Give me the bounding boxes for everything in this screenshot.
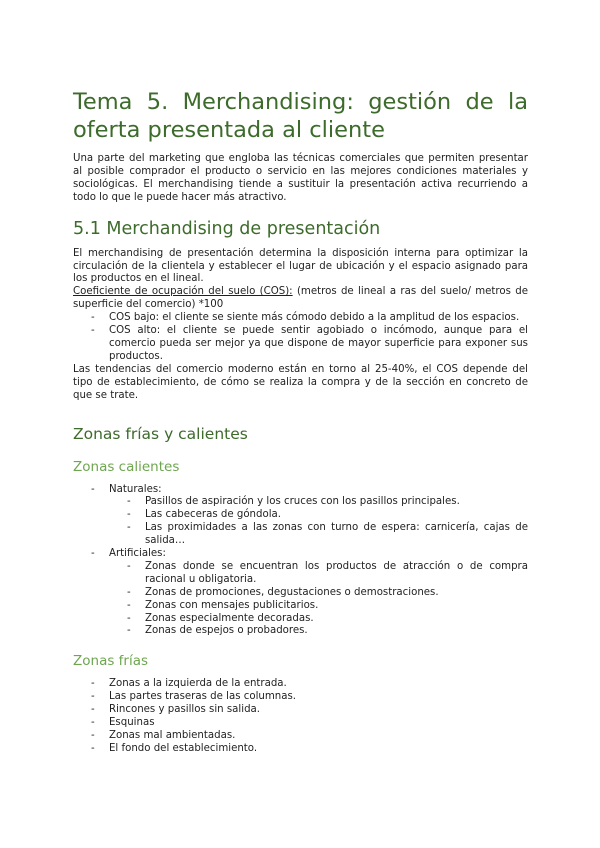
list-item-artificial: [109, 548, 528, 638]
cold-zones-list: [73, 678, 528, 755]
list-item: - Las partes traseras de las columnas.: [109, 691, 528, 704]
list-item: - Las cabeceras de góndola.: [145, 509, 528, 522]
list-item: - Zonas de promociones, degustaciones o demostraciones.: [145, 587, 528, 600]
group-label: Artificiales:: [109, 548, 166, 560]
subheading-cold-zones: Zonas frías: [73, 653, 149, 670]
list-item: - Zonas especialmente decoradas.: [145, 613, 528, 626]
natural-zones-list: [109, 496, 528, 548]
group-label: Naturales:: [109, 483, 162, 495]
cos-list: [73, 312, 528, 364]
list-item: - Esquinas: [109, 717, 528, 730]
cos-formula: (metros de lineal a ras del suelo/ metros de superficie del comercio) *100: [73, 286, 528, 311]
document-page: [73, 88, 528, 756]
list-item-natural: [109, 484, 528, 549]
page-title: Tema 5. Merchandising: gestión de la oferta presentada al cliente: [73, 89, 528, 143]
list-item: - Pasillos de aspiración y los cruces con los pasillos principales.: [145, 496, 528, 509]
list-item: - El fondo del establecimiento.: [109, 743, 528, 756]
section-heading-presentation: 5.1 Merchandising de presentación: [73, 218, 381, 239]
trends-paragraph: Las tendencias del comercio moderno están en torno al 25-40%, el COS depende del tipo de establecimiento, de cómo se realiza la compra y de la sección en concreto de que se trate.: [73, 363, 528, 401]
list-item: - Rincones y pasillos sin salida.: [109, 704, 528, 717]
list-item: - Las proximidades a las zonas con turno de espera: carnicería, cajas de salida…: [145, 522, 528, 548]
section-heading-zones: Zonas frías y calientes: [73, 424, 248, 443]
intro-paragraph: Una parte del marketing que engloba las técnicas comerciales que permiten presentar al posible comprador el producto o servicio en las mejores condiciones materiales y sociológicas. El merchandising tiende a sustituir la presentación activa recurriendo a todo lo que le puede hacer más atractivo.: [73, 153, 528, 203]
list-item: - Zonas a la izquierda de la entrada.: [109, 678, 528, 691]
list-item: - Zonas mal ambientadas.: [109, 730, 528, 743]
presentation-paragraph: El merchandising de presentación determina la disposición interna para optimizar la circulación de la clientela y establecer el lugar de ubicación y el espacio asignado para los productos en el lineal.: [73, 247, 528, 285]
cos-label: Coeficiente de ocupación del suelo (COS):: [73, 286, 293, 298]
artificial-zones-list: [109, 561, 528, 638]
list-item: - Zonas con mensajes publicitarios.: [145, 600, 528, 613]
list-item: - Zonas de espejos o probadores.: [145, 625, 528, 638]
list-item: - Zonas donde se encuentran los productos de atracción o de compra racional u obligatoria.: [145, 561, 528, 587]
hot-zones-list: [73, 484, 528, 639]
list-item: - COS alto: el cliente se puede sentir agobiado o incómodo, aunque para el comercio pueda ser mejor ya que dispone de mayor superficie para exponer sus productos.: [109, 325, 528, 364]
list-item: - COS bajo: el cliente se siente más cómodo debido a la amplitud de los espacios.: [109, 312, 528, 325]
subheading-hot-zones: Zonas calientes: [73, 458, 180, 475]
cos-definition: [73, 286, 528, 312]
